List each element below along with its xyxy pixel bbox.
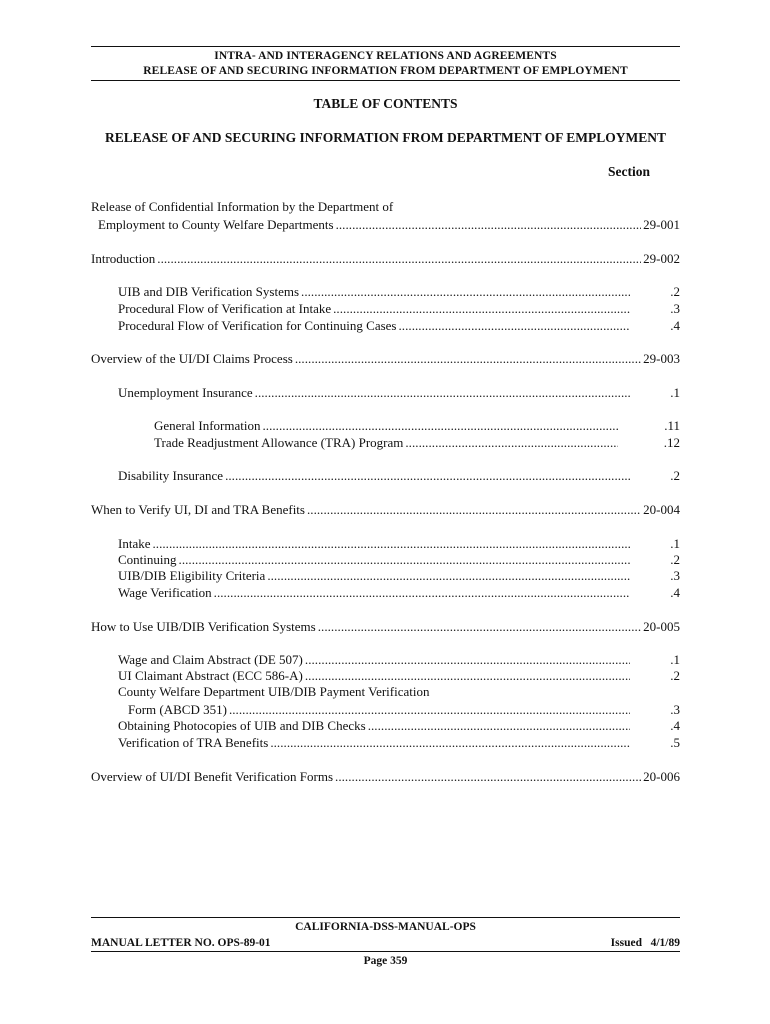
dot-leader xyxy=(262,417,618,434)
toc-entry-section: .3 xyxy=(670,702,680,717)
toc-entry-label: Obtaining Photocopies of UIB and DIB Checks xyxy=(118,718,366,733)
dot-leader xyxy=(225,467,630,484)
toc-subentry xyxy=(118,667,680,684)
toc-entry-label: Wage and Claim Abstract (DE 507) xyxy=(118,652,303,667)
toc-subentry xyxy=(118,717,680,734)
toc-subentry xyxy=(118,551,680,568)
dot-leader xyxy=(179,551,631,568)
toc-entry-section: .2 xyxy=(670,284,680,299)
toc-entry-section: .3 xyxy=(670,301,680,316)
toc-entry-label: UIB/DIB Eligibility Criteria xyxy=(118,568,266,583)
header-bottom-rule xyxy=(91,80,680,81)
page-number: Page 359 xyxy=(363,955,408,967)
document-subtitle: RELEASE OF AND SECURING INFORMATION FROM DEPARTMENT OF EMPLOYMENT xyxy=(104,130,667,145)
toc-entry-label: General Information xyxy=(154,418,261,433)
toc-subentry xyxy=(118,584,680,601)
toc-entry-section: .1 xyxy=(670,652,680,667)
toc-entry-section: 20-005 xyxy=(643,619,680,634)
toc-entry-release xyxy=(98,216,680,233)
dot-leader xyxy=(214,584,631,601)
toc-subsubentry xyxy=(154,417,680,434)
toc-entry-section: .2 xyxy=(670,468,680,483)
toc-entry-how-to-use xyxy=(91,618,680,635)
toc-entry-label: How to Use UIB/DIB Verification Systems xyxy=(91,619,316,634)
toc-entry-section: .3 xyxy=(670,568,680,583)
toc-entry-section: .4 xyxy=(670,585,680,600)
toc-subentry xyxy=(128,701,680,718)
toc-entry-label: Unemployment Insurance xyxy=(118,385,253,400)
dot-leader xyxy=(270,734,630,751)
toc-entry-label: Overview of the UI/DI Claims Process xyxy=(91,351,293,366)
dot-leader xyxy=(368,717,631,734)
toc-entry-label: Disability Insurance xyxy=(118,468,224,483)
toc-entry-release-line1: Release of Confidential Information by the Department of xyxy=(91,199,394,214)
dot-leader xyxy=(335,768,641,785)
dot-leader xyxy=(405,434,617,451)
footer-issued xyxy=(611,937,680,949)
toc-subentry xyxy=(118,651,680,668)
dot-leader xyxy=(333,300,630,317)
footer-top-rule xyxy=(91,917,680,918)
toc-entry-label: When to Verify UI, DI and TRA Benefits xyxy=(91,502,305,517)
toc-subentry xyxy=(118,317,680,334)
toc-subentry xyxy=(118,734,680,751)
toc-entry-introduction xyxy=(91,250,680,267)
toc-entry-label: Trade Readjustment Allowance (TRA) Program xyxy=(154,435,404,450)
toc-entry-label: UI Claimant Abstract (ECC 586-A) xyxy=(118,668,303,683)
dot-leader xyxy=(318,618,641,635)
dot-leader xyxy=(157,250,641,267)
toc-entry-label: Wage Verification xyxy=(118,585,212,600)
toc-entry-when-to-verify xyxy=(91,501,680,518)
toc-entry-section: .4 xyxy=(670,718,680,733)
toc-entry-section: 20-006 xyxy=(643,769,680,784)
header-line-2: RELEASE OF AND SECURING INFORMATION FROM DEPARTMENT OF EMPLOYMENT xyxy=(143,65,628,77)
dot-leader xyxy=(295,350,641,367)
toc-title: TABLE OF CONTENTS xyxy=(313,96,458,111)
toc-entry-label: UIB and DIB Verification Systems xyxy=(118,284,300,299)
section-column-label: Section xyxy=(608,164,650,179)
toc-entry-label: Continuing xyxy=(118,552,177,567)
toc-entry-section: .5 xyxy=(670,735,680,750)
toc-entry-overview-claims xyxy=(91,350,680,367)
toc-entry-label: Intake xyxy=(118,536,151,551)
toc-subentry xyxy=(118,283,680,300)
footer-issued-date: 4/1/89 xyxy=(650,937,680,949)
toc-entry-label: Verification of TRA Benefits xyxy=(118,735,269,750)
dot-leader xyxy=(152,535,630,552)
toc-subentry xyxy=(118,535,680,552)
toc-entry-section: .4 xyxy=(670,318,680,333)
toc-entry-section: .2 xyxy=(670,668,680,683)
toc-entry-label: Form (ABCD 351) xyxy=(128,702,227,717)
dot-leader xyxy=(229,701,630,718)
footer-manual-letter: MANUAL LETTER NO. OPS-89-01 xyxy=(91,937,271,949)
toc-entry-section: .12 xyxy=(663,435,680,450)
toc-subentry xyxy=(118,300,680,317)
toc-entry-label: Procedural Flow of Verification for Continuing Cases xyxy=(118,318,397,333)
toc-subsubentry xyxy=(154,434,680,451)
dot-leader xyxy=(399,317,631,334)
footer-manual-name: CALIFORNIA-DSS-MANUAL-OPS xyxy=(295,921,476,933)
toc-entry-section: 29-003 xyxy=(643,351,680,366)
header-line-1: INTRA- AND INTERAGENCY RELATIONS AND AGREEMENTS xyxy=(214,50,557,62)
dot-leader xyxy=(255,384,631,401)
footer-issued-label: Issued xyxy=(610,937,642,949)
toc-entry-section: .11 xyxy=(664,418,680,433)
toc-entry-section: 20-004 xyxy=(643,502,680,517)
toc-subentry xyxy=(118,467,680,484)
toc-entry-section: 29-002 xyxy=(643,251,680,266)
toc-entry-label: Introduction xyxy=(91,251,156,266)
footer-bottom-rule xyxy=(91,951,680,952)
dot-leader xyxy=(267,567,630,584)
toc-subentry xyxy=(118,567,680,584)
toc-entry-section: .2 xyxy=(670,552,680,567)
header-top-rule xyxy=(91,46,680,47)
toc-entry-section: .1 xyxy=(670,385,680,400)
toc-entry-benefit-forms xyxy=(91,768,680,785)
dot-leader xyxy=(305,651,630,668)
dot-leader xyxy=(301,283,630,300)
toc-entry-label: Employment to County Welfare Departments xyxy=(98,217,334,232)
toc-entry-section: 29-001 xyxy=(643,217,680,232)
dot-leader xyxy=(336,216,642,233)
toc-subentry-cwd-line1: County Welfare Department UIB/DIB Payment Verification xyxy=(118,684,430,699)
toc-entry-section: .1 xyxy=(670,536,680,551)
toc-entry-label: Procedural Flow of Verification at Intake xyxy=(118,301,332,316)
toc-entry-label: Overview of UI/DI Benefit Verification Forms xyxy=(91,769,334,784)
dot-leader xyxy=(305,667,630,684)
dot-leader xyxy=(307,501,641,518)
toc-subentry xyxy=(118,384,680,401)
